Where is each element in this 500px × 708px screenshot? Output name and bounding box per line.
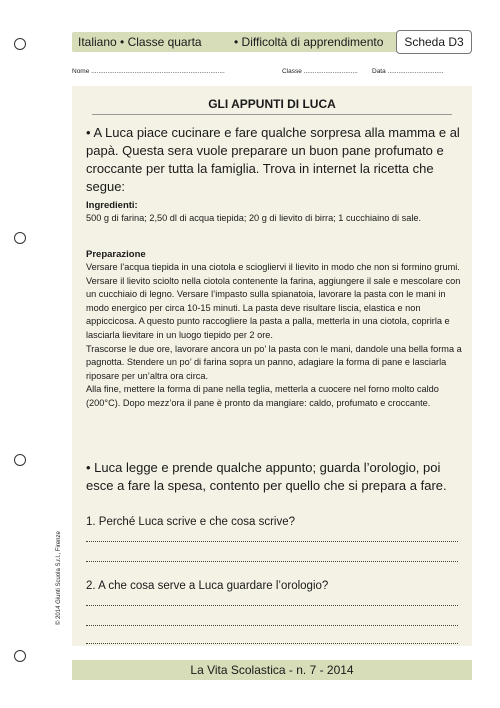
preparation-paragraph: Trascorse le due ore, lavorare ancora un po’ la pasta con le mani, dandole una bella forma a pagnotta. Stendere un po’ di farina sopra un panno, adagiare la forma di pane e lasciarla riposare per un’altra ora circa.	[86, 343, 462, 381]
preparation-heading: Preparazione	[86, 249, 146, 260]
ingredients-text: 500 g di farina; 2,50 dl di acqua tiepida; 20 g di lievito di birra; 1 cucchiaino di sale.	[86, 213, 422, 223]
footer-band: La Vita Scolastica - n. 7 - 2014	[72, 660, 472, 680]
name-field[interactable]: Nome ..........................................................................	[72, 68, 225, 75]
preparation-text	[86, 261, 462, 411]
binder-hole	[14, 454, 26, 466]
question-1: 1. Perché Luca scrive e che cosa scrive?	[86, 516, 296, 528]
preparation-paragraph: Versare l’acqua tiepida in una ciotola e sciogliervi il lievito in modo che non si formino grumi. Versare il lievito sciolto nella ciotola contenente la farina, aggiungere il sale e mescolare con un cucchiaio di legno. Versare l’impasto sulla spianatoia, lavorare la pasta con le mani in modo energico per circa 10-15 minuti. La pasta deve risultare liscia, elastica e non appiccicosa. A questo punto raccogliere la pasta a palla, metterla in una ciotola, coprirla e lasciarla lievitare in un luogo tiepido per 2 ore.	[86, 262, 461, 340]
story-text: • Luca legge e prende qualche appunto; guarda l’orologio, poi esce a fare la spesa, contento per quello che si prepara a fare.	[86, 460, 447, 493]
question-2: 2. A che cosa serve a Luca guardare l’orologio?	[86, 580, 329, 592]
title-underline	[92, 114, 452, 115]
header-subject: Italiano • Classe quarta	[78, 35, 202, 49]
binder-hole	[14, 232, 26, 244]
intro-text: • A Luca piace cucinare e fare qualche sorpresa alla mamma e al papà. Questa sera vuole preparare un buon pane profumato e croccante per tutta la famiglia. Trova in internet la ricetta che segue:	[86, 125, 460, 194]
answer-line[interactable]	[86, 540, 458, 542]
answer-line[interactable]	[86, 604, 458, 606]
class-field[interactable]: Classe ..............................	[282, 68, 358, 75]
binder-hole	[14, 38, 26, 50]
worksheet-panel	[72, 86, 472, 646]
header-band	[72, 32, 472, 52]
answer-line[interactable]	[86, 624, 458, 626]
date-field[interactable]: Data ...............................	[372, 68, 444, 75]
copyright-note: © 2014 Giunti Scuola S.r.l., Firenze	[56, 531, 62, 625]
binder-hole	[14, 650, 26, 662]
student-info-row	[72, 68, 472, 80]
answer-line[interactable]	[86, 642, 458, 644]
preparation-paragraph: Alla fine, mettere la forma di pane nella teglia, metterla a cuocere nel forno molto caldo (200°C). Dopo mezz’ora il pane è pronto da mangiare: caldo, profumato e croccante.	[86, 384, 439, 408]
header-topic: • Difficoltà di apprendimento	[234, 35, 384, 49]
scheda-label: Scheda D3	[396, 30, 472, 54]
worksheet-title: GLI APPUNTI DI LUCA	[208, 97, 336, 111]
answer-line[interactable]	[86, 560, 458, 562]
ingredients-heading: Ingredienti:	[86, 200, 138, 211]
